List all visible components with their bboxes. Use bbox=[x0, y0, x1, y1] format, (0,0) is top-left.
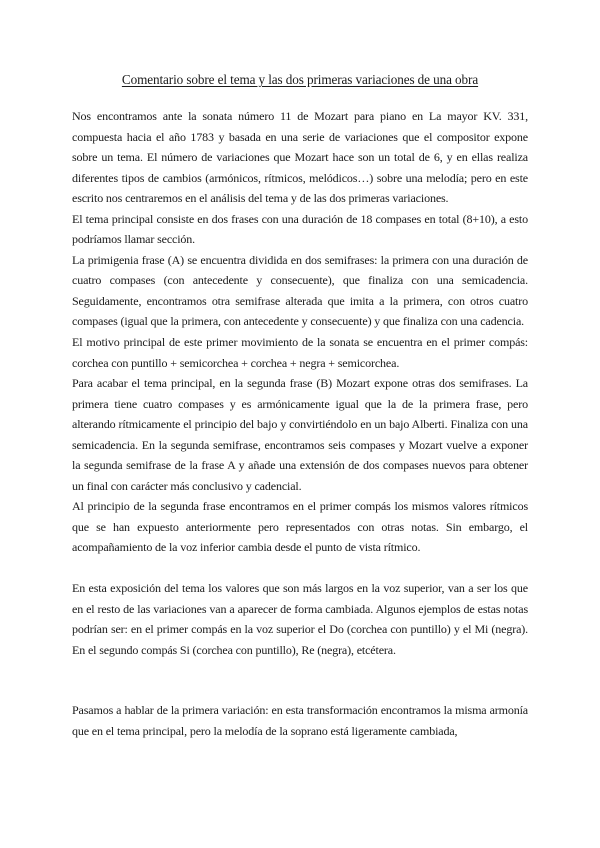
document-body bbox=[72, 106, 528, 741]
paragraph-phrase-a: La primigenia frase (A) se encuentra dividida en dos semifrases: la primera con una duración de cuatro compases (con antecedente y consecuente), que finaliza con una semicadencia. Seguidamente, encontramos otra semifrase alterada que imita a la primera, con otros cuatro compases (igual que la primera, con antecedente y consecuente) y que finaliza con una cadencia. bbox=[72, 252, 528, 329]
paragraph-phrase-b: Para acabar el tema principal, en la segunda frase (B) Mozart expone otras dos semifrases. La primera tiene cuatro compases y es armónicamente igual que la de la primera frase, pero alterando rítmicamente el principio del bajo y convirtiéndolo en un bajo Alberti. Finaliza con una semicadencia. En la segunda semifrase, encontramos seis compases y Mozart vuelve a exponer la segunda semifrase de la frase A y añade una extensión de dos compases nuevos para obtener un final con carácter más conclusivo y cadencial. bbox=[72, 376, 528, 493]
paragraph-theme-exposition: En esta exposición del tema los valores que son más largos en la voz superior, van a ser los que en el resto de las variaciones van a aparecer de forma cambiada. Algunos ejemplos de estas notas podrían ser: en el primer compás en la voz superior el Do (corchea con puntillo) y el Mi (negra). En el segundo compás Si (corchea con puntillo), Re (negra), etcétera. bbox=[72, 581, 528, 657]
document-title: Comentario sobre el tema y las dos primeras variaciones de una obra bbox=[121, 72, 479, 87]
paragraph-main-motif: El motivo principal de este primer movimiento de la sonata se encuentra en el primer compás: corchea con puntillo + semicorchea + corchea + negra + semicorchea. bbox=[72, 335, 528, 370]
paragraph-spacer bbox=[72, 660, 528, 700]
paragraph-second-phrase-start: Al principio de la segunda frase encontramos en el primer compás los mismos valores rítmicos que se han expuesto anteriormente pero representados con otras notas. Sin embargo, el acompañamiento de la voz inferior cambia desde el punto de vista rítmico. bbox=[72, 499, 528, 555]
paragraph-intro: Nos encontramos ante la sonata número 11 de Mozart para piano en La mayor KV. 331, compuesta hacia el año 1783 y basada en una serie de variaciones que el compositor expone sobre un tema. El número de variaciones que Mozart hace son un total de 6, y en ellas realiza diferentes tipos de cambios (armónicos, rítmicos, melódicos…) sobre una melodía; pero en este escrito nos centraremos en el análisis del tema y de las dos primeras variaciones. bbox=[72, 109, 528, 206]
paragraph-first-variation: Pasamos a hablar de la primera variación: en esta transformación encontramos la misma armonía que en el tema principal, pero la melodía de la soprano está ligeramente cambiada, bbox=[72, 703, 528, 738]
paragraph-main-theme: El tema principal consiste en dos frases con una duración de 18 compases en total (8+10), a esto podríamos llamar sección. bbox=[72, 211, 528, 247]
paragraph-spacer bbox=[72, 558, 528, 578]
